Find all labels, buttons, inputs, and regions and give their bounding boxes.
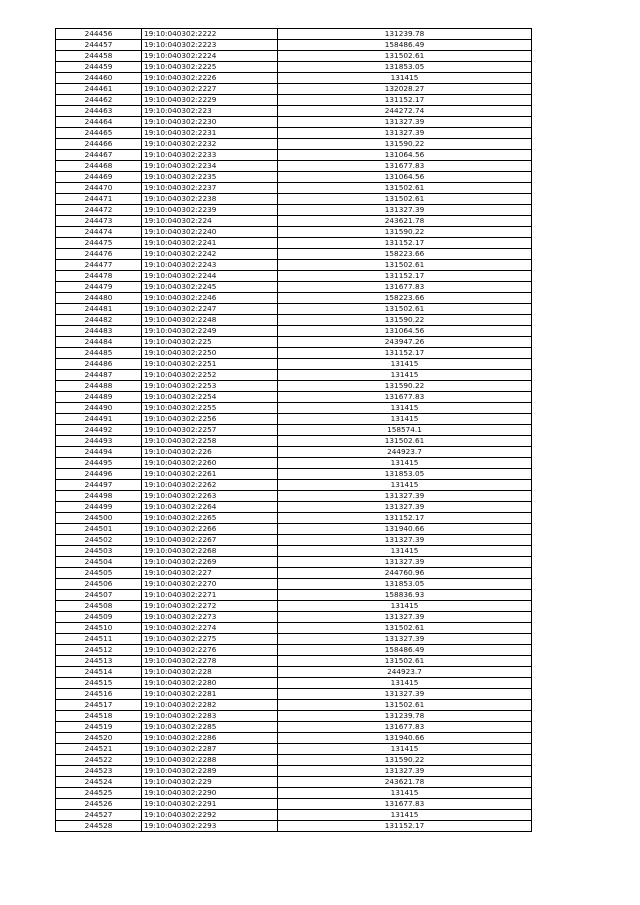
table-row — [56, 205, 532, 216]
row-number-cell: 244502 — [56, 535, 142, 546]
table-row — [56, 238, 532, 249]
value-cell: 131064.56 — [278, 150, 532, 161]
row-number-cell: 244514 — [56, 667, 142, 678]
row-number-cell: 244475 — [56, 238, 142, 249]
cadastral-number-cell: 19:10:040302:2254 — [142, 392, 278, 403]
table-row — [56, 304, 532, 315]
row-number-cell: 244459 — [56, 62, 142, 73]
table-row — [56, 381, 532, 392]
cadastral-number-cell: 19:10:040302:2287 — [142, 744, 278, 755]
table-row — [56, 744, 532, 755]
table-row — [56, 612, 532, 623]
cadastral-number-cell: 19:10:040302:2232 — [142, 139, 278, 150]
table-row — [56, 29, 532, 40]
value-cell: 131415 — [278, 744, 532, 755]
value-cell: 131415 — [278, 810, 532, 821]
row-number-cell: 244519 — [56, 722, 142, 733]
row-number-cell: 244509 — [56, 612, 142, 623]
table-row — [56, 810, 532, 821]
value-cell: 131415 — [278, 73, 532, 84]
row-number-cell: 244464 — [56, 117, 142, 128]
value-cell: 131064.56 — [278, 172, 532, 183]
row-number-cell: 244462 — [56, 95, 142, 106]
cadastral-number-cell: 19:10:040302:2265 — [142, 513, 278, 524]
row-number-cell: 244497 — [56, 480, 142, 491]
table-row — [56, 491, 532, 502]
row-number-cell: 244487 — [56, 370, 142, 381]
cadastral-number-cell: 19:10:040302:2222 — [142, 29, 278, 40]
table-row — [56, 447, 532, 458]
cadastral-number-cell: 19:10:040302:2246 — [142, 293, 278, 304]
table-row — [56, 590, 532, 601]
value-cell: 131590.22 — [278, 381, 532, 392]
table-row — [56, 128, 532, 139]
cadastral-number-cell: 19:10:040302:2271 — [142, 590, 278, 601]
cadastral-number-cell: 19:10:040302:2249 — [142, 326, 278, 337]
table-row — [56, 260, 532, 271]
table-row — [56, 722, 532, 733]
value-cell: 131064.56 — [278, 326, 532, 337]
table-row — [56, 172, 532, 183]
cadastral-number-cell: 19:10:040302:2253 — [142, 381, 278, 392]
cadastral-number-cell: 19:10:040302:2231 — [142, 128, 278, 139]
table-row — [56, 755, 532, 766]
cadastral-number-cell: 19:10:040302:225 — [142, 337, 278, 348]
value-cell: 131502.61 — [278, 623, 532, 634]
cadastral-number-cell: 19:10:040302:2281 — [142, 689, 278, 700]
value-cell: 131940.66 — [278, 524, 532, 535]
cadastral-number-cell: 19:10:040302:2223 — [142, 40, 278, 51]
row-number-cell: 244466 — [56, 139, 142, 150]
value-cell: 131502.61 — [278, 656, 532, 667]
cadastral-number-cell: 19:10:040302:223 — [142, 106, 278, 117]
table-row — [56, 436, 532, 447]
table-row — [56, 711, 532, 722]
value-cell: 131415 — [278, 359, 532, 370]
value-cell: 131502.61 — [278, 304, 532, 315]
row-number-cell: 244493 — [56, 436, 142, 447]
row-number-cell: 244491 — [56, 414, 142, 425]
cadastral-number-cell: 19:10:040302:2245 — [142, 282, 278, 293]
row-number-cell: 244496 — [56, 469, 142, 480]
cadastral-number-cell: 19:10:040302:2272 — [142, 601, 278, 612]
table-body — [56, 29, 532, 832]
table-row — [56, 227, 532, 238]
cadastral-number-cell: 19:10:040302:2283 — [142, 711, 278, 722]
table-row — [56, 821, 532, 832]
table-row — [56, 667, 532, 678]
table-row — [56, 40, 532, 51]
value-cell: 243621.78 — [278, 216, 532, 227]
table-row — [56, 700, 532, 711]
cadastral-number-cell: 19:10:040302:2224 — [142, 51, 278, 62]
cadastral-number-cell: 19:10:040302:2250 — [142, 348, 278, 359]
cadastral-number-cell: 19:10:040302:2269 — [142, 557, 278, 568]
value-cell: 158223.66 — [278, 249, 532, 260]
table-row — [56, 216, 532, 227]
value-cell: 131327.39 — [278, 612, 532, 623]
table-row — [56, 150, 532, 161]
value-cell: 131590.22 — [278, 755, 532, 766]
cadastral-number-cell: 19:10:040302:2268 — [142, 546, 278, 557]
table-row — [56, 535, 532, 546]
row-number-cell: 244479 — [56, 282, 142, 293]
cadastral-number-cell: 19:10:040302:2240 — [142, 227, 278, 238]
value-cell: 131327.39 — [278, 128, 532, 139]
cadastral-number-cell: 19:10:040302:2255 — [142, 403, 278, 414]
cadastral-number-cell: 19:10:040302:2274 — [142, 623, 278, 634]
cadastral-number-cell: 19:10:040302:2247 — [142, 304, 278, 315]
cadastral-number-cell: 19:10:040302:2286 — [142, 733, 278, 744]
row-number-cell: 244499 — [56, 502, 142, 513]
row-number-cell: 244460 — [56, 73, 142, 84]
table-row — [56, 337, 532, 348]
cadastral-number-cell: 19:10:040302:2244 — [142, 271, 278, 282]
table-row — [56, 689, 532, 700]
value-cell: 131327.39 — [278, 535, 532, 546]
table-row — [56, 414, 532, 425]
cadastral-number-cell: 19:10:040302:2260 — [142, 458, 278, 469]
value-cell: 131327.39 — [278, 634, 532, 645]
cadastral-number-cell: 19:10:040302:227 — [142, 568, 278, 579]
row-number-cell: 244494 — [56, 447, 142, 458]
value-cell: 158486.49 — [278, 40, 532, 51]
cadastral-number-cell: 19:10:040302:2293 — [142, 821, 278, 832]
value-cell: 158223.66 — [278, 293, 532, 304]
table-row — [56, 315, 532, 326]
cadastral-number-cell: 19:10:040302:2261 — [142, 469, 278, 480]
table-row — [56, 348, 532, 359]
cadastral-number-cell: 19:10:040302:2235 — [142, 172, 278, 183]
row-number-cell: 244474 — [56, 227, 142, 238]
row-number-cell: 244482 — [56, 315, 142, 326]
cadastral-number-cell: 19:10:040302:224 — [142, 216, 278, 227]
value-cell: 131327.39 — [278, 766, 532, 777]
value-cell: 131502.61 — [278, 194, 532, 205]
value-cell: 131502.61 — [278, 51, 532, 62]
table-row — [56, 117, 532, 128]
cadastral-number-cell: 19:10:040302:2266 — [142, 524, 278, 535]
cadastral-number-cell: 19:10:040302:2242 — [142, 249, 278, 260]
table-row — [56, 62, 532, 73]
cadastral-number-cell: 19:10:040302:2229 — [142, 95, 278, 106]
row-number-cell: 244461 — [56, 84, 142, 95]
value-cell: 244923.7 — [278, 447, 532, 458]
table-row — [56, 634, 532, 645]
table-row — [56, 194, 532, 205]
value-cell: 131415 — [278, 480, 532, 491]
table-row — [56, 513, 532, 524]
table-row — [56, 568, 532, 579]
row-number-cell: 244467 — [56, 150, 142, 161]
table-row — [56, 392, 532, 403]
row-number-cell: 244492 — [56, 425, 142, 436]
table-row — [56, 425, 532, 436]
table-row — [56, 84, 532, 95]
value-cell: 243621.78 — [278, 777, 532, 788]
row-number-cell: 244470 — [56, 183, 142, 194]
cadastral-number-cell: 19:10:040302:2278 — [142, 656, 278, 667]
table-row — [56, 249, 532, 260]
table-row — [56, 546, 532, 557]
row-number-cell: 244456 — [56, 29, 142, 40]
value-cell: 131415 — [278, 458, 532, 469]
table-row — [56, 293, 532, 304]
value-cell: 131152.17 — [278, 238, 532, 249]
table-row — [56, 403, 532, 414]
cadastral-number-cell: 19:10:040302:2282 — [142, 700, 278, 711]
data-table — [55, 28, 532, 832]
cadastral-number-cell: 19:10:040302:2238 — [142, 194, 278, 205]
row-number-cell: 244458 — [56, 51, 142, 62]
cadastral-number-cell: 19:10:040302:2276 — [142, 645, 278, 656]
table-row — [56, 788, 532, 799]
row-number-cell: 244513 — [56, 656, 142, 667]
value-cell: 131677.83 — [278, 161, 532, 172]
cadastral-number-cell: 19:10:040302:2280 — [142, 678, 278, 689]
row-number-cell: 244495 — [56, 458, 142, 469]
value-cell: 131327.39 — [278, 502, 532, 513]
value-cell: 244760.96 — [278, 568, 532, 579]
value-cell: 131415 — [278, 788, 532, 799]
row-number-cell: 244501 — [56, 524, 142, 535]
table-row — [56, 73, 532, 84]
table-row — [56, 469, 532, 480]
row-number-cell: 244484 — [56, 337, 142, 348]
table-row — [56, 106, 532, 117]
row-number-cell: 244465 — [56, 128, 142, 139]
cadastral-number-cell: 19:10:040302:2267 — [142, 535, 278, 546]
value-cell: 131239.78 — [278, 711, 532, 722]
row-number-cell: 244498 — [56, 491, 142, 502]
table-row — [56, 95, 532, 106]
table-row — [56, 326, 532, 337]
table-row — [56, 51, 532, 62]
cadastral-number-cell: 19:10:040302:2264 — [142, 502, 278, 513]
row-number-cell: 244488 — [56, 381, 142, 392]
row-number-cell: 244468 — [56, 161, 142, 172]
row-number-cell: 244483 — [56, 326, 142, 337]
row-number-cell: 244523 — [56, 766, 142, 777]
row-number-cell: 244506 — [56, 579, 142, 590]
value-cell: 131327.39 — [278, 557, 532, 568]
cadastral-number-cell: 19:10:040302:2273 — [142, 612, 278, 623]
row-number-cell: 244511 — [56, 634, 142, 645]
row-number-cell: 244469 — [56, 172, 142, 183]
value-cell: 131415 — [278, 678, 532, 689]
cadastral-number-cell: 19:10:040302:2256 — [142, 414, 278, 425]
table-row — [56, 161, 532, 172]
table-row — [56, 579, 532, 590]
cadastral-number-cell: 19:10:040302:2248 — [142, 315, 278, 326]
table-row — [56, 502, 532, 513]
value-cell: 131415 — [278, 370, 532, 381]
row-number-cell: 244476 — [56, 249, 142, 260]
cadastral-number-cell: 19:10:040302:2270 — [142, 579, 278, 590]
row-number-cell: 244463 — [56, 106, 142, 117]
row-number-cell: 244524 — [56, 777, 142, 788]
row-number-cell: 244457 — [56, 40, 142, 51]
value-cell: 244272.74 — [278, 106, 532, 117]
row-number-cell: 244525 — [56, 788, 142, 799]
row-number-cell: 244515 — [56, 678, 142, 689]
table-row — [56, 766, 532, 777]
table-row — [56, 282, 532, 293]
value-cell: 131152.17 — [278, 95, 532, 106]
row-number-cell: 244528 — [56, 821, 142, 832]
value-cell: 131152.17 — [278, 271, 532, 282]
table-row — [56, 557, 532, 568]
value-cell: 131152.17 — [278, 513, 532, 524]
value-cell: 131940.66 — [278, 733, 532, 744]
table-row — [56, 799, 532, 810]
value-cell: 131677.83 — [278, 799, 532, 810]
row-number-cell: 244517 — [56, 700, 142, 711]
value-cell: 131327.39 — [278, 689, 532, 700]
cadastral-number-cell: 19:10:040302:2285 — [142, 722, 278, 733]
row-number-cell: 244520 — [56, 733, 142, 744]
value-cell: 131415 — [278, 601, 532, 612]
row-number-cell: 244510 — [56, 623, 142, 634]
value-cell: 131853.05 — [278, 62, 532, 73]
value-cell: 131327.39 — [278, 117, 532, 128]
value-cell: 131415 — [278, 414, 532, 425]
value-cell: 131327.39 — [278, 491, 532, 502]
cadastral-number-cell: 19:10:040302:2291 — [142, 799, 278, 810]
value-cell: 131677.83 — [278, 722, 532, 733]
table-row — [56, 271, 532, 282]
row-number-cell: 244526 — [56, 799, 142, 810]
row-number-cell: 244507 — [56, 590, 142, 601]
value-cell: 131502.61 — [278, 436, 532, 447]
value-cell: 131152.17 — [278, 821, 532, 832]
row-number-cell: 244521 — [56, 744, 142, 755]
cadastral-number-cell: 19:10:040302:2288 — [142, 755, 278, 766]
cadastral-number-cell: 19:10:040302:2275 — [142, 634, 278, 645]
table-row — [56, 480, 532, 491]
cadastral-number-cell: 19:10:040302:2292 — [142, 810, 278, 821]
row-number-cell: 244481 — [56, 304, 142, 315]
row-number-cell: 244471 — [56, 194, 142, 205]
cadastral-number-cell: 19:10:040302:2251 — [142, 359, 278, 370]
value-cell: 131502.61 — [278, 260, 532, 271]
table-row — [56, 458, 532, 469]
value-cell: 131502.61 — [278, 183, 532, 194]
row-number-cell: 244518 — [56, 711, 142, 722]
value-cell: 131590.22 — [278, 227, 532, 238]
value-cell: 131677.83 — [278, 392, 532, 403]
cadastral-number-cell: 19:10:040302:2233 — [142, 150, 278, 161]
value-cell: 244923.7 — [278, 667, 532, 678]
cadastral-number-cell: 19:10:040302:2227 — [142, 84, 278, 95]
row-number-cell: 244480 — [56, 293, 142, 304]
row-number-cell: 244512 — [56, 645, 142, 656]
value-cell: 243947.26 — [278, 337, 532, 348]
row-number-cell: 244489 — [56, 392, 142, 403]
cadastral-number-cell: 19:10:040302:2234 — [142, 161, 278, 172]
table-row — [56, 370, 532, 381]
cadastral-number-cell: 19:10:040302:2230 — [142, 117, 278, 128]
cadastral-number-cell: 19:10:040302:2290 — [142, 788, 278, 799]
row-number-cell: 244503 — [56, 546, 142, 557]
table-row — [56, 524, 532, 535]
cadastral-number-cell: 19:10:040302:2241 — [142, 238, 278, 249]
cadastral-number-cell: 19:10:040302:2237 — [142, 183, 278, 194]
value-cell: 131590.22 — [278, 139, 532, 150]
row-number-cell: 244486 — [56, 359, 142, 370]
cadastral-number-cell: 19:10:040302:2239 — [142, 205, 278, 216]
row-number-cell: 244504 — [56, 557, 142, 568]
cadastral-number-cell: 19:10:040302:226 — [142, 447, 278, 458]
cadastral-number-cell: 19:10:040302:228 — [142, 667, 278, 678]
value-cell: 158486.49 — [278, 645, 532, 656]
row-number-cell: 244505 — [56, 568, 142, 579]
value-cell: 131415 — [278, 546, 532, 557]
cadastral-number-cell: 19:10:040302:229 — [142, 777, 278, 788]
table-row — [56, 777, 532, 788]
cadastral-number-cell: 19:10:040302:2263 — [142, 491, 278, 502]
value-cell: 158574.1 — [278, 425, 532, 436]
value-cell: 131853.05 — [278, 469, 532, 480]
row-number-cell: 244527 — [56, 810, 142, 821]
table-row — [56, 678, 532, 689]
row-number-cell: 244508 — [56, 601, 142, 612]
value-cell: 131327.39 — [278, 205, 532, 216]
value-cell: 158836.93 — [278, 590, 532, 601]
row-number-cell: 244478 — [56, 271, 142, 282]
cadastral-number-cell: 19:10:040302:2257 — [142, 425, 278, 436]
table-row — [56, 623, 532, 634]
cadastral-number-cell: 19:10:040302:2289 — [142, 766, 278, 777]
table-row — [56, 733, 532, 744]
cadastral-number-cell: 19:10:040302:2258 — [142, 436, 278, 447]
value-cell: 131239.78 — [278, 29, 532, 40]
cadastral-number-cell: 19:10:040302:2225 — [142, 62, 278, 73]
table-row — [56, 601, 532, 612]
table-row — [56, 359, 532, 370]
cadastral-number-cell: 19:10:040302:2262 — [142, 480, 278, 491]
row-number-cell: 244472 — [56, 205, 142, 216]
row-number-cell: 244473 — [56, 216, 142, 227]
value-cell: 131590.22 — [278, 315, 532, 326]
value-cell: 131853.05 — [278, 579, 532, 590]
table-row — [56, 183, 532, 194]
table-row — [56, 656, 532, 667]
row-number-cell: 244516 — [56, 689, 142, 700]
row-number-cell: 244485 — [56, 348, 142, 359]
cadastral-number-cell: 19:10:040302:2243 — [142, 260, 278, 271]
cadastral-number-cell: 19:10:040302:2252 — [142, 370, 278, 381]
value-cell: 131152.17 — [278, 348, 532, 359]
table-row — [56, 139, 532, 150]
row-number-cell: 244522 — [56, 755, 142, 766]
table-row — [56, 645, 532, 656]
row-number-cell: 244500 — [56, 513, 142, 524]
value-cell: 131502.61 — [278, 700, 532, 711]
row-number-cell: 244477 — [56, 260, 142, 271]
row-number-cell: 244490 — [56, 403, 142, 414]
value-cell: 132028.27 — [278, 84, 532, 95]
value-cell: 131677.83 — [278, 282, 532, 293]
value-cell: 131415 — [278, 403, 532, 414]
cadastral-number-cell: 19:10:040302:2226 — [142, 73, 278, 84]
